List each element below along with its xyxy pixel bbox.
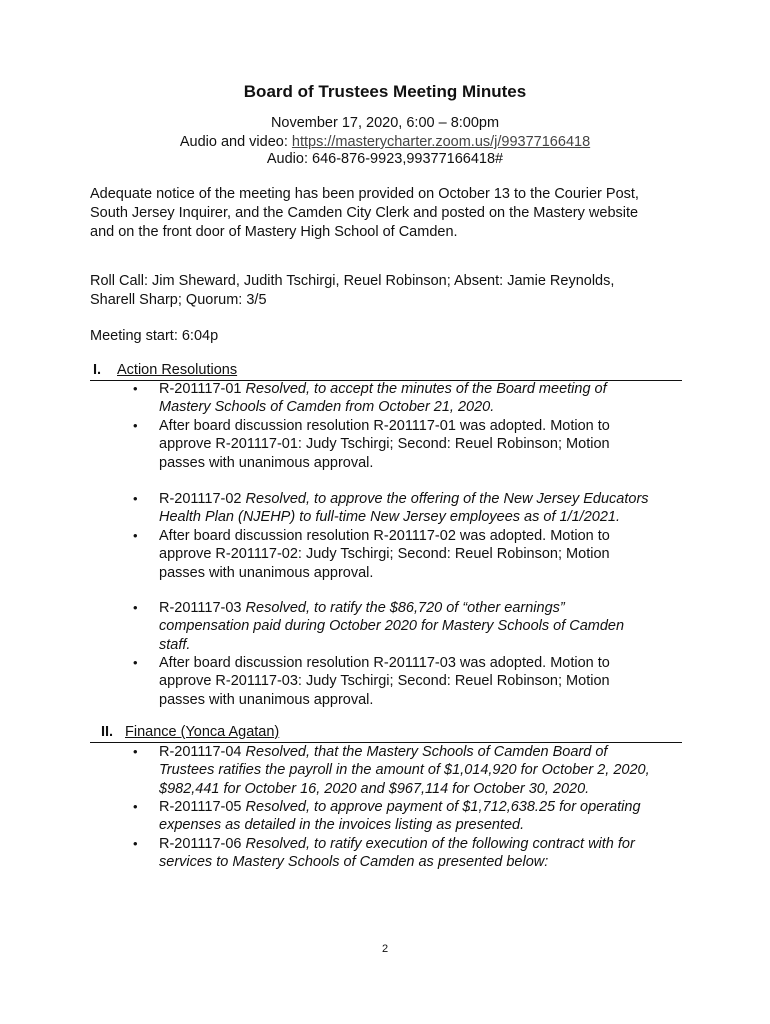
resolution-code: R-201117-04 [159, 744, 246, 760]
resolution-text: Resolved, to ratify the $86,720 of “other earnings” [245, 600, 565, 616]
audio-video-line [0, 133, 770, 151]
resolution-text: Resolved, to ratify execution of the following contract with for [245, 836, 635, 852]
resolution-code: R-201117-01 [159, 381, 246, 397]
resolution-code: R-201117-02 [159, 491, 246, 507]
bullet-icon: • [133, 655, 138, 670]
bullet-icon: • [133, 418, 138, 433]
resolution-text: Resolved, to approve the offering of the New Jersey Educators [245, 491, 649, 507]
section-number: I. [93, 362, 102, 378]
motion-text: After board discussion resolution R-201117-02 was adopted. Motion to [159, 528, 610, 544]
resolution-text: expenses as detailed in the invoices listing as presented. [159, 817, 525, 834]
section-number: II. [101, 724, 114, 740]
meeting-date: November 17, 2020, 6:00 – 8:00pm [270, 115, 500, 131]
resolution-text: Trustees ratifies the payroll in the amount of $1,014,920 for October 2, 2020, [159, 762, 650, 779]
resolution-text: Mastery Schools of Camden from October 21, 2020. [159, 399, 495, 416]
motion-text: passes with unanimous approval. [159, 564, 374, 581]
section-label: Finance (Yonca Agatan) [125, 724, 280, 740]
motion-text: After board discussion resolution R-201117-03 was adopted. Motion to [159, 655, 610, 671]
roll-call-paragraph [90, 272, 690, 310]
notice-line: Adequate notice of the meeting has been provided on October 13 to the Courier Post, [90, 186, 639, 202]
resolution-text: Health Plan (NJEHP) to full-time New Jersey employees as of 1/1/2021. [159, 509, 620, 526]
motion-text: approve R-201117-03: Judy Tschirgi; Second: Reuel Robinson; Motion [159, 673, 610, 690]
notice-line: and on the front door of Mastery High School of Camden. [90, 224, 458, 240]
notice-paragraph [90, 185, 690, 242]
bullet-icon: • [133, 491, 138, 506]
resolution-text: Resolved, to approve payment of $1,712,638.25 for operating [245, 799, 641, 815]
roll-call-line: Sharell Sharp; Quorum: 3/5 [90, 292, 267, 308]
motion-text: approve R-201117-02: Judy Tschirgi; Second: Reuel Robinson; Motion [159, 546, 610, 563]
resolution-text: services to Mastery Schools of Camden as presented below: [159, 854, 549, 871]
document-title: Board of Trustees Meeting Minutes [243, 82, 527, 101]
audio-line: Audio: 646-876-9923,99377166418# [266, 151, 504, 167]
bullet-icon: • [133, 799, 138, 814]
resolution-text: $982,441 for October 16, 2020 and $967,114 for October 30, 2020. [159, 780, 590, 797]
resolution-code: R-201117-06 [159, 836, 246, 852]
section-heading-action-resolutions [90, 361, 682, 381]
motion-text: After board discussion resolution R-201117-01 was adopted. Motion to [159, 418, 610, 434]
bullet-icon: • [133, 528, 138, 543]
section-heading-finance [90, 723, 682, 743]
bullet-icon: • [133, 836, 138, 851]
meeting-start: Meeting start: 6:04p [90, 328, 219, 344]
resolution-text: Resolved, that the Mastery Schools of Camden Board of [245, 744, 608, 760]
page-number: 2 [381, 943, 389, 955]
section-label: Action Resolutions [117, 362, 238, 378]
resolution-text: staff. [159, 636, 191, 653]
bullet-icon: • [133, 381, 138, 396]
audio-video-label: Audio and video: [179, 134, 292, 150]
bullet-icon: • [133, 744, 138, 759]
motion-text: passes with unanimous approval. [159, 691, 374, 708]
resolution-text: compensation paid during October 2020 for Mastery Schools of Camden [159, 618, 625, 635]
resolution-code: R-201117-05 [159, 799, 246, 815]
resolution-code: R-201117-03 [159, 600, 246, 616]
roll-call-line: Roll Call: Jim Sheward, Judith Tschirgi, Reuel Robinson; Absent: Jamie Reynolds, [90, 273, 615, 289]
motion-text: passes with unanimous approval. [159, 454, 374, 471]
motion-text: approve R-201117-01: Judy Tschirgi; Second: Reuel Robinson; Motion [159, 436, 610, 453]
bullet-icon: • [133, 600, 138, 615]
notice-line: South Jersey Inquirer, and the Camden City Clerk and posted on the Mastery website [90, 205, 639, 221]
zoom-link[interactable]: https://masterycharter.zoom.us/j/99377166418 [291, 134, 591, 150]
resolution-text: Resolved, to accept the minutes of the Board meeting of [245, 381, 607, 397]
